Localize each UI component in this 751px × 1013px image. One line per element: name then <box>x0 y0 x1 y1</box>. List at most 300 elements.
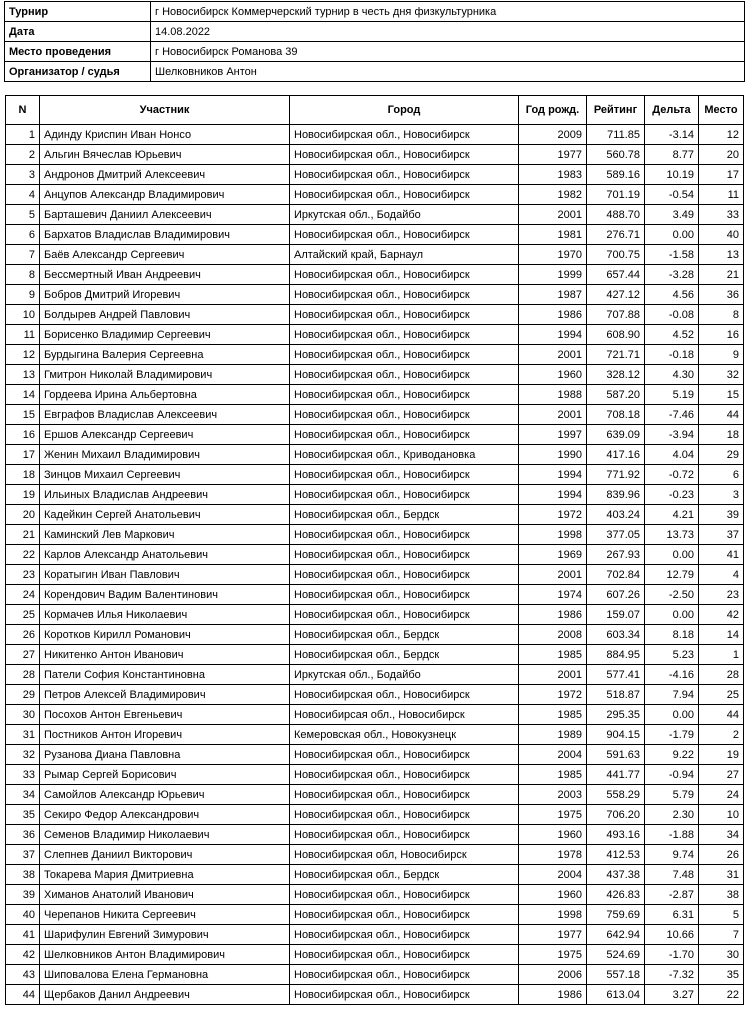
cell-city: Новосибирская обл., Новосибирск <box>290 125 519 145</box>
cell-city: Новосибирская обл., Новосибирск <box>290 285 519 305</box>
cell-birth-year: 2001 <box>519 405 587 425</box>
cell-place: 19 <box>699 745 744 765</box>
cell-participant: Коротков Кирилл Романович <box>40 625 290 645</box>
cell-rating: 904.15 <box>587 725 645 745</box>
cell-place: 23 <box>699 585 744 605</box>
cell-birth-year: 1985 <box>519 705 587 725</box>
cell-rating: 558.29 <box>587 785 645 805</box>
cell-number: 16 <box>6 425 40 445</box>
cell-participant: Андронов Дмитрий Алексеевич <box>40 165 290 185</box>
cell-birth-year: 1994 <box>519 465 587 485</box>
cell-place: 21 <box>699 265 744 285</box>
cell-delta: -0.18 <box>645 345 699 365</box>
table-row <box>6 605 744 625</box>
table-row <box>6 885 744 905</box>
column-header-birth-year: Год рожд. <box>519 96 587 125</box>
cell-delta: 4.04 <box>645 445 699 465</box>
cell-birth-year: 1998 <box>519 525 587 545</box>
cell-delta: 8.77 <box>645 145 699 165</box>
cell-birth-year: 1977 <box>519 145 587 165</box>
cell-delta: -2.87 <box>645 885 699 905</box>
cell-place: 12 <box>699 125 744 145</box>
cell-birth-year: 1978 <box>519 845 587 865</box>
cell-participant: Зинцов Михаил Сергеевич <box>40 465 290 485</box>
cell-rating: 721.71 <box>587 345 645 365</box>
cell-delta: 4.52 <box>645 325 699 345</box>
cell-delta: -0.94 <box>645 765 699 785</box>
cell-participant: Посохов Антон Евгеньевич <box>40 705 290 725</box>
date-label: Дата <box>5 22 151 42</box>
cell-rating: 642.94 <box>587 925 645 945</box>
info-row-date <box>5 22 745 42</box>
cell-delta: -7.32 <box>645 965 699 985</box>
cell-number: 34 <box>6 785 40 805</box>
cell-number: 26 <box>6 625 40 645</box>
cell-rating: 557.18 <box>587 965 645 985</box>
cell-rating: 884.95 <box>587 645 645 665</box>
cell-delta: -3.94 <box>645 425 699 445</box>
cell-place: 25 <box>699 685 744 705</box>
cell-participant: Семенов Владимир Николаевич <box>40 825 290 845</box>
cell-delta: 5.79 <box>645 785 699 805</box>
cell-delta: 10.66 <box>645 925 699 945</box>
cell-delta: -2.50 <box>645 585 699 605</box>
cell-birth-year: 1988 <box>519 385 587 405</box>
cell-rating: 839.96 <box>587 485 645 505</box>
cell-number: 40 <box>6 905 40 925</box>
cell-place: 22 <box>699 985 744 1005</box>
cell-place: 42 <box>699 605 744 625</box>
cell-delta: -1.70 <box>645 945 699 965</box>
cell-delta: -4.16 <box>645 665 699 685</box>
table-row <box>6 165 744 185</box>
table-row <box>6 545 744 565</box>
cell-city: Новосибирская обл., Новосибирск <box>290 925 519 945</box>
cell-place: 11 <box>699 185 744 205</box>
table-row <box>6 965 744 985</box>
cell-city: Новосибирская обл., Новосибирск <box>290 405 519 425</box>
cell-place: 17 <box>699 165 744 185</box>
table-row <box>6 345 744 365</box>
cell-place: 9 <box>699 345 744 365</box>
table-row <box>6 505 744 525</box>
cell-number: 7 <box>6 245 40 265</box>
cell-city: Новосибирсая обл., Новосибирск <box>290 705 519 725</box>
cell-rating: 412.53 <box>587 845 645 865</box>
table-row <box>6 205 744 225</box>
column-header-participant: Участник <box>40 96 290 125</box>
cell-place: 24 <box>699 785 744 805</box>
cell-city: Новосибирская обл., Новосибирск <box>290 225 519 245</box>
cell-place: 40 <box>699 225 744 245</box>
cell-birth-year: 2008 <box>519 625 587 645</box>
cell-rating: 759.69 <box>587 905 645 925</box>
cell-participant: Баёв Александр Сергеевич <box>40 245 290 265</box>
cell-delta: 4.56 <box>645 285 699 305</box>
cell-birth-year: 2009 <box>519 125 587 145</box>
column-header-rating: Рейтинг <box>587 96 645 125</box>
table-row <box>6 465 744 485</box>
cell-number: 41 <box>6 925 40 945</box>
cell-rating: 426.83 <box>587 885 645 905</box>
cell-place: 15 <box>699 385 744 405</box>
cell-birth-year: 1986 <box>519 605 587 625</box>
cell-place: 34 <box>699 825 744 845</box>
cell-participant: Слепнев Даниил Викторович <box>40 845 290 865</box>
organizer-label: Организатор / судья <box>5 62 151 82</box>
cell-city: Кемеровская обл., Новокузнецк <box>290 725 519 745</box>
cell-participant: Щербаков Данил Андреевич <box>40 985 290 1005</box>
cell-participant: Шелковников Антон Владимирович <box>40 945 290 965</box>
cell-rating: 591.63 <box>587 745 645 765</box>
cell-participant: Евграфов Владислав Алексеевич <box>40 405 290 425</box>
cell-number: 13 <box>6 365 40 385</box>
cell-number: 4 <box>6 185 40 205</box>
cell-participant: Карлов Александр Анатольевич <box>40 545 290 565</box>
cell-birth-year: 1960 <box>519 365 587 385</box>
cell-birth-year: 1998 <box>519 905 587 925</box>
cell-city: Новосибирская обл., Новосибирск <box>290 825 519 845</box>
cell-number: 33 <box>6 765 40 785</box>
table-row <box>6 585 744 605</box>
cell-participant: Каминский Лев Маркович <box>40 525 290 545</box>
table-row <box>6 485 744 505</box>
cell-participant: Патели София Константиновна <box>40 665 290 685</box>
cell-birth-year: 2001 <box>519 345 587 365</box>
cell-place: 29 <box>699 445 744 465</box>
cell-participant: Шиповалова Елена Германовна <box>40 965 290 985</box>
cell-rating: 613.04 <box>587 985 645 1005</box>
cell-participant: Ершов Александр Сергеевич <box>40 425 290 445</box>
cell-number: 35 <box>6 805 40 825</box>
cell-delta: 0.00 <box>645 225 699 245</box>
cell-birth-year: 1989 <box>519 725 587 745</box>
table-row <box>6 145 744 165</box>
cell-delta: -3.14 <box>645 125 699 145</box>
cell-birth-year: 1986 <box>519 305 587 325</box>
cell-participant: Коратыгин Иван Павлович <box>40 565 290 585</box>
cell-rating: 771.92 <box>587 465 645 485</box>
table-row <box>6 565 744 585</box>
cell-place: 35 <box>699 965 744 985</box>
cell-number: 36 <box>6 825 40 845</box>
cell-rating: 295.35 <box>587 705 645 725</box>
cell-place: 14 <box>699 625 744 645</box>
cell-rating: 441.77 <box>587 765 645 785</box>
cell-rating: 589.16 <box>587 165 645 185</box>
cell-participant: Болдырев Андрей Павлович <box>40 305 290 325</box>
cell-place: 6 <box>699 465 744 485</box>
cell-delta: -7.46 <box>645 405 699 425</box>
cell-delta: -0.72 <box>645 465 699 485</box>
column-header-place: Место <box>699 96 744 125</box>
cell-rating: 700.75 <box>587 245 645 265</box>
cell-place: 31 <box>699 865 744 885</box>
cell-number: 25 <box>6 605 40 625</box>
cell-participant: Химанов Анатолий Иванович <box>40 885 290 905</box>
cell-birth-year: 1997 <box>519 425 587 445</box>
cell-place: 39 <box>699 505 744 525</box>
cell-number: 14 <box>6 385 40 405</box>
cell-place: 33 <box>699 205 744 225</box>
cell-delta: 0.00 <box>645 545 699 565</box>
cell-rating: 607.26 <box>587 585 645 605</box>
cell-number: 28 <box>6 665 40 685</box>
table-row <box>6 445 744 465</box>
info-row-tournament <box>5 2 745 22</box>
cell-participant: Черепанов Никита Сергеевич <box>40 905 290 925</box>
cell-delta: 9.22 <box>645 745 699 765</box>
cell-number: 18 <box>6 465 40 485</box>
cell-birth-year: 1975 <box>519 945 587 965</box>
table-row <box>6 685 744 705</box>
cell-rating: 587.20 <box>587 385 645 405</box>
table-row <box>6 405 744 425</box>
cell-number: 30 <box>6 705 40 725</box>
cell-birth-year: 1977 <box>519 925 587 945</box>
cell-rating: 276.71 <box>587 225 645 245</box>
cell-number: 15 <box>6 405 40 425</box>
cell-birth-year: 1994 <box>519 325 587 345</box>
cell-place: 28 <box>699 665 744 685</box>
date-value: 14.08.2022 <box>151 22 745 42</box>
cell-birth-year: 1969 <box>519 545 587 565</box>
cell-number: 38 <box>6 865 40 885</box>
cell-rating: 159.07 <box>587 605 645 625</box>
cell-rating: 657.44 <box>587 265 645 285</box>
table-row <box>6 945 744 965</box>
cell-delta: 7.94 <box>645 685 699 705</box>
cell-rating: 437.38 <box>587 865 645 885</box>
cell-number: 32 <box>6 745 40 765</box>
cell-number: 2 <box>6 145 40 165</box>
cell-rating: 560.78 <box>587 145 645 165</box>
info-row-organizer <box>5 62 745 82</box>
column-header-city: Город <box>290 96 519 125</box>
cell-participant: Бобров Дмитрий Игоревич <box>40 285 290 305</box>
cell-city: Новосибирская обл., Бердск <box>290 505 519 525</box>
table-row <box>6 645 744 665</box>
cell-city: Новосибирская обл., Новосибирск <box>290 685 519 705</box>
results-table <box>5 95 744 1005</box>
cell-city: Новосибирская обл., Новосибирск <box>290 885 519 905</box>
table-row <box>6 705 744 725</box>
table-row <box>6 665 744 685</box>
cell-delta: 2.30 <box>645 805 699 825</box>
cell-place: 5 <box>699 905 744 925</box>
cell-delta: -0.23 <box>645 485 699 505</box>
table-row <box>6 845 744 865</box>
cell-city: Новосибирская обл., Новосибирск <box>290 905 519 925</box>
cell-delta: -3.28 <box>645 265 699 285</box>
cell-number: 43 <box>6 965 40 985</box>
cell-birth-year: 2006 <box>519 965 587 985</box>
table-row <box>6 265 744 285</box>
cell-rating: 706.20 <box>587 805 645 825</box>
cell-city: Новосибирская обл., Новосибирск <box>290 165 519 185</box>
cell-delta: 6.31 <box>645 905 699 925</box>
cell-city: Новосибирская обл., Криводановка <box>290 445 519 465</box>
cell-rating: 711.85 <box>587 125 645 145</box>
cell-number: 6 <box>6 225 40 245</box>
cell-delta: 12.79 <box>645 565 699 585</box>
cell-birth-year: 2003 <box>519 785 587 805</box>
cell-delta: 4.30 <box>645 365 699 385</box>
tournament-label: Турнир <box>5 2 151 22</box>
cell-delta: 9.74 <box>645 845 699 865</box>
cell-city: Новосибирская обл., Новосибирск <box>290 145 519 165</box>
table-row <box>6 745 744 765</box>
cell-delta: -1.58 <box>645 245 699 265</box>
cell-delta: -1.88 <box>645 825 699 845</box>
venue-value: г Новосибирск Романова 39 <box>151 42 745 62</box>
cell-city: Новосибирская обл., Бердск <box>290 865 519 885</box>
cell-delta: -0.54 <box>645 185 699 205</box>
cell-participant: Никитенко Антон Иванович <box>40 645 290 665</box>
cell-number: 31 <box>6 725 40 745</box>
cell-birth-year: 1970 <box>519 245 587 265</box>
cell-birth-year: 1999 <box>519 265 587 285</box>
cell-place: 44 <box>699 705 744 725</box>
cell-city: Новосибирская обл., Новосибирск <box>290 545 519 565</box>
cell-place: 10 <box>699 805 744 825</box>
cell-participant: Рузанова Диана Павловна <box>40 745 290 765</box>
cell-rating: 639.09 <box>587 425 645 445</box>
cell-birth-year: 1986 <box>519 985 587 1005</box>
cell-place: 26 <box>699 845 744 865</box>
cell-place: 41 <box>699 545 744 565</box>
cell-delta: -1.79 <box>645 725 699 745</box>
cell-number: 17 <box>6 445 40 465</box>
cell-participant: Альгин Вячеслав Юрьевич <box>40 145 290 165</box>
cell-delta: 0.00 <box>645 605 699 625</box>
cell-city: Новосибирская обл., Новосибирск <box>290 525 519 545</box>
column-header-number: N <box>6 96 40 125</box>
cell-delta: 13.73 <box>645 525 699 545</box>
cell-place: 32 <box>699 365 744 385</box>
cell-number: 44 <box>6 985 40 1005</box>
cell-city: Новосибирская обл., Новосибирск <box>290 465 519 485</box>
cell-city: Новосибирская обл., Новосибирск <box>290 325 519 345</box>
cell-birth-year: 1994 <box>519 485 587 505</box>
cell-number: 22 <box>6 545 40 565</box>
cell-rating: 608.90 <box>587 325 645 345</box>
cell-birth-year: 2004 <box>519 745 587 765</box>
cell-number: 27 <box>6 645 40 665</box>
cell-participant: Анцупов Александр Владимирович <box>40 185 290 205</box>
cell-rating: 708.18 <box>587 405 645 425</box>
venue-label: Место проведения <box>5 42 151 62</box>
cell-birth-year: 1972 <box>519 505 587 525</box>
cell-birth-year: 1960 <box>519 825 587 845</box>
cell-participant: Женин Михаил Владимирович <box>40 445 290 465</box>
cell-delta: 4.21 <box>645 505 699 525</box>
cell-number: 39 <box>6 885 40 905</box>
cell-birth-year: 2001 <box>519 665 587 685</box>
table-row <box>6 285 744 305</box>
table-row <box>6 825 744 845</box>
cell-city: Новосибирская обл., Новосибирск <box>290 585 519 605</box>
cell-rating: 524.69 <box>587 945 645 965</box>
cell-birth-year: 2001 <box>519 205 587 225</box>
table-row <box>6 805 744 825</box>
cell-birth-year: 1975 <box>519 805 587 825</box>
table-row <box>6 725 744 745</box>
cell-number: 24 <box>6 585 40 605</box>
cell-city: Новосибирская обл., Новосибирск <box>290 985 519 1005</box>
cell-delta: -0.08 <box>645 305 699 325</box>
cell-place: 3 <box>699 485 744 505</box>
cell-city: Новосибирская обл., Новосибирск <box>290 425 519 445</box>
cell-participant: Бессмертный Иван Андреевич <box>40 265 290 285</box>
cell-delta: 10.19 <box>645 165 699 185</box>
organizer-value: Шелковников Антон <box>151 62 745 82</box>
cell-city: Иркутская обл., Бодайбо <box>290 205 519 225</box>
cell-number: 3 <box>6 165 40 185</box>
cell-rating: 377.05 <box>587 525 645 545</box>
table-row <box>6 305 744 325</box>
table-row <box>6 325 744 345</box>
cell-delta: 5.23 <box>645 645 699 665</box>
cell-place: 8 <box>699 305 744 325</box>
cell-place: 20 <box>699 145 744 165</box>
cell-city: Новосибирская обл., Новосибирск <box>290 485 519 505</box>
cell-city: Новосибирская обл., Новосибирск <box>290 365 519 385</box>
table-row <box>6 245 744 265</box>
results-body <box>6 125 744 1005</box>
table-row <box>6 785 744 805</box>
table-row <box>6 425 744 445</box>
cell-number: 20 <box>6 505 40 525</box>
cell-delta: 7.48 <box>645 865 699 885</box>
cell-city: Новосибирская обл., Новосибирск <box>290 265 519 285</box>
cell-number: 23 <box>6 565 40 585</box>
cell-participant: Кадейкин Сергей Анатольевич <box>40 505 290 525</box>
table-row <box>6 185 744 205</box>
cell-city: Новосибирская обл., Новосибирск <box>290 305 519 325</box>
cell-participant: Шарифулин Евгений Зимурович <box>40 925 290 945</box>
cell-number: 11 <box>6 325 40 345</box>
cell-rating: 267.93 <box>587 545 645 565</box>
cell-birth-year: 1985 <box>519 645 587 665</box>
cell-rating: 493.16 <box>587 825 645 845</box>
cell-place: 16 <box>699 325 744 345</box>
table-row <box>6 905 744 925</box>
cell-city: Новосибирская обл., Новосибирск <box>290 805 519 825</box>
cell-birth-year: 1960 <box>519 885 587 905</box>
cell-city: Новосибирская обл., Новосибирск <box>290 945 519 965</box>
cell-rating: 417.16 <box>587 445 645 465</box>
cell-rating: 707.88 <box>587 305 645 325</box>
cell-participant: Секиро Федор Александрович <box>40 805 290 825</box>
cell-rating: 701.19 <box>587 185 645 205</box>
cell-rating: 577.41 <box>587 665 645 685</box>
cell-participant: Петров Алексей Владимирович <box>40 685 290 705</box>
table-row <box>6 765 744 785</box>
cell-place: 1 <box>699 645 744 665</box>
cell-birth-year: 1983 <box>519 165 587 185</box>
cell-delta: 0.00 <box>645 705 699 725</box>
cell-city: Новосибирская обл, Новосибирск <box>290 845 519 865</box>
cell-participant: Бурдыгина Валерия Сергеевна <box>40 345 290 365</box>
cell-rating: 427.12 <box>587 285 645 305</box>
table-row <box>6 125 744 145</box>
table-row <box>6 365 744 385</box>
cell-birth-year: 2001 <box>519 565 587 585</box>
table-row <box>6 865 744 885</box>
table-row <box>6 985 744 1005</box>
cell-birth-year: 1990 <box>519 445 587 465</box>
